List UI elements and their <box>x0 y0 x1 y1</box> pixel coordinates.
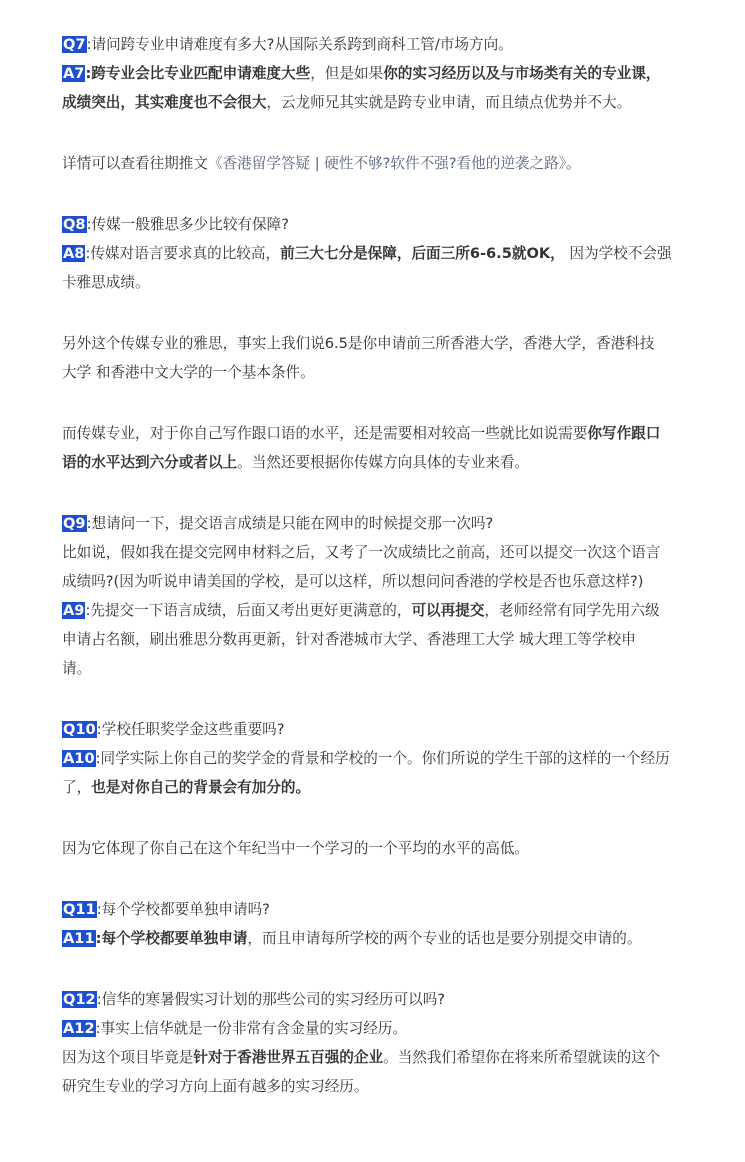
answer-text: :传媒对语言要求真的比较高， <box>85 245 281 262</box>
paragraph-line <box>62 329 707 358</box>
paragraph-gap <box>62 477 707 509</box>
answer-tag: A8 <box>63 245 85 262</box>
answer-text: ，而且申请每所学校的两个专业的话也是要分别提交申请的。 <box>247 930 642 947</box>
question-text: 比如说，假如我在提交完网申材料之后，又考了一次成绩比之前高，还可以提交一次这个语言 <box>62 544 661 561</box>
paragraph-bold-text: 语的水平达到六分或者以上 <box>62 454 238 471</box>
question-tag: Q12 <box>63 991 96 1008</box>
question-12 <box>62 985 707 1014</box>
answer-9-line-3 <box>62 654 707 683</box>
answer-text: 申请占名额，刷出雅思分数再更新，针对香港城市大学、香港理工大学 城大理工等学校申 <box>62 631 636 648</box>
paragraph-bold-text: 针对于香港世界五百强的企业 <box>193 1049 384 1066</box>
answer-7-line-1 <box>62 59 707 88</box>
paragraph-gap <box>62 683 707 715</box>
answer-text: 了， <box>62 779 92 796</box>
detail-text: 详情可以查看往期推文 <box>62 155 208 172</box>
answer-10-line-2 <box>62 773 707 802</box>
answer-tag: A7 <box>63 65 85 82</box>
answer-text: 请。 <box>62 660 92 677</box>
answer-text: :同学实际上你自己的奖学金的背景和学校的一个。你们所说的学生干部的这样的一个经历 <box>95 750 670 767</box>
answer-tag: A10 <box>63 750 95 767</box>
question-8 <box>62 210 707 239</box>
answer-9-line-1 <box>62 596 707 625</box>
answer-10-line-1 <box>62 744 707 773</box>
question-tag: Q9 <box>63 515 86 532</box>
paragraph-gap <box>62 953 707 985</box>
question-10 <box>62 715 707 744</box>
question-text: :每个学校都要单独申请吗? <box>96 901 270 918</box>
answer-text: ，但是如果 <box>310 65 384 82</box>
answer-bold-text: 前三大七分是保障，后面三所6-6.5就OK， <box>280 245 565 262</box>
question-tag: Q10 <box>63 721 96 738</box>
answer-12 <box>62 1014 707 1043</box>
question-tag: Q8 <box>63 216 86 233</box>
paragraph-text: 因为这个项目毕竟是 <box>62 1049 194 1066</box>
question-11 <box>62 895 707 924</box>
article-link[interactable]: 《香港留学答疑 | 硬性不够?软件不强?看他的逆袭之路》 <box>207 155 566 172</box>
question-text: :传媒一般雅思多少比较有保障? <box>86 216 289 233</box>
question-text: :想请问一下，提交语言成绩是只能在网申的时候提交那一次吗? <box>86 515 494 532</box>
question-text: :信华的寒暑假实习计划的那些公司的实习经历可以吗? <box>96 991 446 1008</box>
question-tag: Q7 <box>63 36 86 53</box>
question-text: 成绩吗?(因为听说申请美国的学校，是可以这样，所以想问问香港的学校是否也乐意这样?) <box>62 573 644 590</box>
question-9-line-3 <box>62 567 707 596</box>
answer-11 <box>62 924 707 953</box>
question-text: :请问跨专业申请难度有多大?从国际关系跨到商科工管/市场方向。 <box>86 36 513 53</box>
answer-text: ，云龙师兄其实就是跨专业申请，而且绩点优势并不大。 <box>266 94 632 111</box>
answer-text: 卡雅思成绩。 <box>62 274 150 291</box>
paragraph-gap <box>62 297 707 329</box>
paragraph-text: 因为它体现了你自己在这个年纪当中一个学习的一个平均的水平的高低。 <box>62 840 530 857</box>
article-body <box>62 30 707 1101</box>
paragraph-line <box>62 1043 707 1072</box>
answer-bold-text: :跨专业会比专业匹配申请难度大些 <box>85 65 311 82</box>
answer-bold-text: :每个学校都要单独申请 <box>95 930 248 947</box>
paragraph-line <box>62 358 707 387</box>
paragraph-line <box>62 1072 707 1101</box>
question-7 <box>62 30 707 59</box>
paragraph-text: 大学 和香港中文大学的一个基本条件。 <box>62 364 315 381</box>
detail-text: 。 <box>566 155 581 172</box>
paragraph-gap <box>62 117 707 149</box>
answer-bold-text: 也是对你自己的背景会有加分的。 <box>91 779 311 796</box>
question-tag: Q11 <box>63 901 96 918</box>
paragraph-gap <box>62 178 707 210</box>
answer-text: :事实上信华就是一份非常有含金量的实习经历。 <box>95 1020 407 1037</box>
answer-7-line-2 <box>62 88 707 117</box>
paragraph-text: 另外这个传媒专业的雅思，事实上我们说6.5是你申请前三所香港大学，香港大学，香港科技 <box>62 335 655 352</box>
answer-bold-text: 可以再提交 <box>411 602 485 619</box>
answer-text: 因为学校不会强 <box>564 245 672 262</box>
paragraph-gap <box>62 863 707 895</box>
answer-tag: A11 <box>63 930 95 947</box>
paragraph-bold-text: 你写作跟口 <box>587 425 661 442</box>
answer-text: ，老师经常有同学先用六级 <box>484 602 660 619</box>
paragraph-text: 研究生专业的学习方向上面有越多的实习经历。 <box>62 1078 369 1095</box>
answer-8-line-2 <box>62 268 707 297</box>
answer-tag: A9 <box>63 602 85 619</box>
paragraph-line <box>62 419 707 448</box>
answer-bold-text: 你的实习经历以及与市场类有关的专业课， <box>383 65 661 82</box>
detail-paragraph <box>62 149 707 178</box>
question-9-line-2 <box>62 538 707 567</box>
paragraph-line <box>62 448 707 477</box>
question-text: :学校任职奖学金这些重要吗? <box>96 721 285 738</box>
answer-text: :先提交一下语言成绩，后面又考出更好更满意的， <box>85 602 412 619</box>
answer-tag: A12 <box>63 1020 95 1037</box>
answer-bold-text: 成绩突出，其实难度也不会很大 <box>62 94 267 111</box>
paragraph-gap <box>62 802 707 834</box>
paragraph-gap <box>62 387 707 419</box>
paragraph-text: 。当然还要根据你传媒方向具体的专业来看。 <box>237 454 530 471</box>
paragraph-line <box>62 834 707 863</box>
answer-8-line-1 <box>62 239 707 268</box>
answer-9-line-2 <box>62 625 707 654</box>
paragraph-text: 而传媒专业，对于你自己写作跟口语的水平，还是需要相对较高一些就比如说需要 <box>62 425 588 442</box>
paragraph-text: 。当然我们希望你在将来所希望就读的这个 <box>383 1049 661 1066</box>
question-9 <box>62 509 707 538</box>
